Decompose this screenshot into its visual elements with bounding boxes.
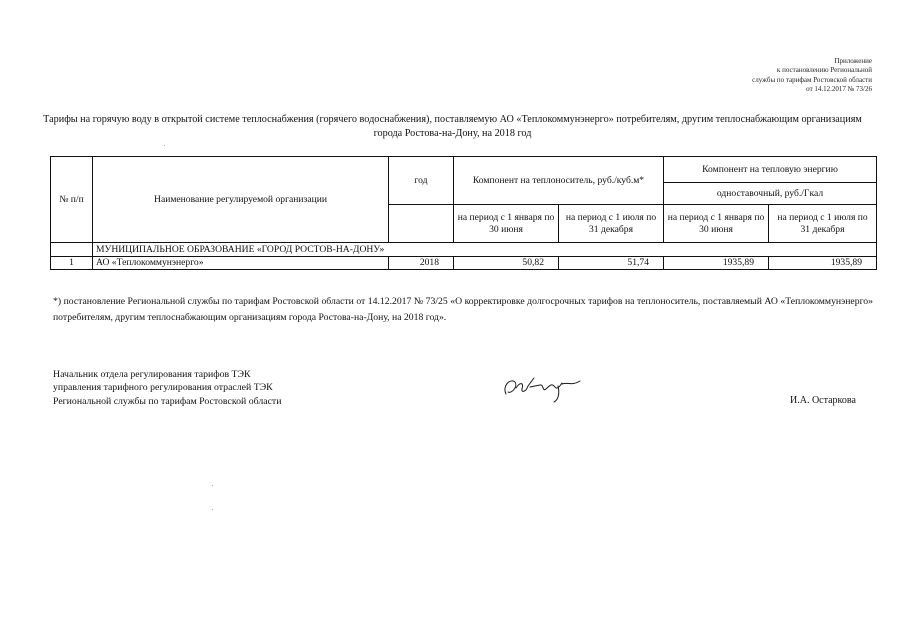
header-period-h1: на период с 1 января по 30 июня [454, 205, 559, 243]
signer-position-line: Региональной службы по тарифам Ростовской области [53, 395, 282, 407]
scan-speck [212, 485, 213, 486]
section-title: МУНИЦИПАЛЬНОЕ ОБРАЗОВАНИЕ «ГОРОД РОСТОВ-НА-ДОНУ» [93, 243, 877, 257]
document-title: Тарифы на горячую воду в открытой системе теплоснабжения (горячего водоснабжения), поставляемую АО «Теплокоммунэнерго» потребителям, другим теплоснабжающим организациям города Ростова-на-Дону, на 2018 год [43, 114, 862, 139]
signer-position-line: управления тарифного регулирования отраслей ТЭК [53, 382, 273, 394]
table-row [51, 257, 877, 270]
header-number: № п/п [51, 157, 93, 243]
appendix-line: от 14.12.2017 № 73/26 [806, 85, 872, 94]
signer-name: И.А. Остаркова [790, 395, 856, 406]
cell-energy-h1: 1935,89 [664, 257, 769, 270]
cell-energy-h2: 1935,89 [769, 257, 877, 270]
signer-position-line: Начальник отдела регулирования тарифов ТЭК [53, 369, 251, 380]
signer-position [53, 368, 353, 408]
appendix-line: службы по тарифам Ростовской области [752, 75, 872, 84]
appendix-line: к постановлению Региональной [776, 66, 872, 75]
header-year-blank [389, 205, 454, 243]
footnote: *) постановление Региональной службы по тарифам Ростовской области от 14.12.2017 № 73/25 «О корректировке долгосрочных тарифов на теплоноситель, поставляемый АО «Теплокоммунэнерго» потребителям, другим теплоснабжающим организациям города Ростова-на-Дону, на 2018 год». [53, 296, 873, 323]
header-energy-component: Компонент на тепловую энергию [664, 157, 877, 183]
appendix-block [632, 57, 872, 95]
cell-organization: АО «Теплокоммунэнерго» [93, 257, 389, 270]
section-number-blank [51, 243, 93, 257]
scan-speck [164, 145, 165, 146]
header-period-h1-energy: на период с 1 января по 30 июня [664, 205, 769, 243]
appendix-line: Приложение [834, 57, 872, 65]
header-carrier-component: Компонент на теплоноситель, руб./куб.м* [454, 157, 664, 205]
cell-year: 2018 [389, 257, 454, 270]
header-organization: Наименование регулируемой организации [93, 157, 389, 243]
scan-speck [212, 509, 213, 510]
cell-carrier-h1: 50,82 [454, 257, 559, 270]
header-single-rate: одноставочный, руб./Гкал [664, 183, 877, 205]
cell-number: 1 [51, 257, 93, 270]
header-period-h2: на период с 1 июля по 31 декабря [559, 205, 664, 243]
cell-carrier-h2: 51,74 [559, 257, 664, 270]
handwritten-signature [500, 372, 582, 404]
tariff-table [50, 156, 877, 270]
header-period-h2-energy: на период с 1 июля по 31 декабря [769, 205, 877, 243]
header-year: год [389, 157, 454, 205]
